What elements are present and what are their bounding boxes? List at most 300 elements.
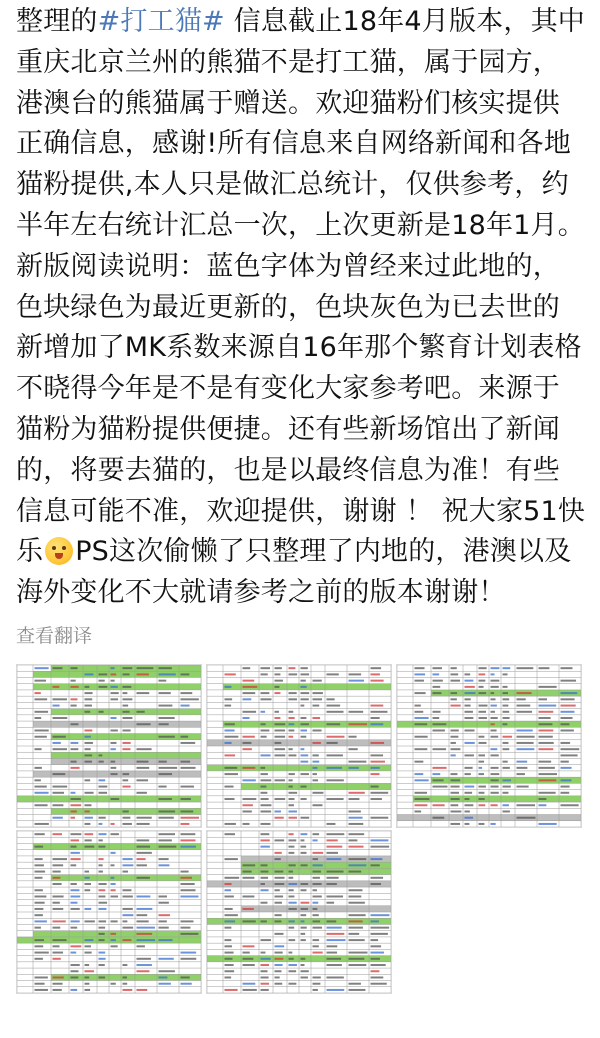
table-cell-text — [451, 742, 456, 744]
table-cell-text — [123, 711, 130, 713]
table-cell-text — [371, 773, 380, 775]
post-text-line: 猫粉为猫粉提供便捷。还有些新场馆出了新闻 — [16, 413, 560, 445]
table-cell-text — [313, 717, 321, 719]
table-cell-text — [261, 736, 267, 738]
table-image-graphic — [397, 665, 581, 827]
table-cell-text — [327, 945, 338, 947]
table-cell-text — [349, 914, 366, 916]
table-cell-text — [275, 817, 284, 819]
table-cell-text — [225, 786, 234, 788]
table-cell-text — [301, 927, 307, 929]
table-image-thumbnail[interactable] — [206, 664, 392, 828]
table-cell-text — [35, 895, 47, 897]
table-cell-text — [371, 723, 384, 725]
table-cell-text — [85, 983, 90, 985]
table-cell-text — [313, 902, 319, 904]
table-cell-text — [261, 823, 271, 825]
table-cell-text — [327, 895, 344, 897]
table-cell-text — [433, 723, 447, 725]
table-cell-text — [53, 908, 64, 910]
table-cell-text — [349, 792, 365, 794]
table-cell-text — [111, 680, 115, 682]
table-cell-text — [225, 705, 232, 707]
table-cell-text — [111, 698, 119, 700]
table-cell-text — [349, 858, 367, 860]
post-text-line: 新增加了MK系数来源自16年那个繁育计划表格 — [16, 332, 582, 364]
table-cell-text — [159, 927, 169, 929]
table-cell-text — [465, 767, 473, 769]
table-cell-text — [465, 673, 471, 675]
table-cell-text — [261, 883, 265, 885]
table-cell-text — [517, 736, 535, 738]
table-cell-text — [123, 914, 134, 916]
table-cell-text — [123, 692, 128, 694]
table-cell-text — [99, 680, 105, 682]
table-cell-text — [123, 698, 133, 700]
table-cell-text — [313, 779, 319, 781]
table-cell-text — [313, 729, 322, 731]
table-cell-text — [289, 804, 294, 806]
table-cell-text — [53, 858, 68, 860]
table-cell-text — [275, 779, 285, 781]
table-cell-text — [35, 920, 47, 922]
table-cell-text — [137, 989, 148, 991]
table-cell-text — [301, 902, 310, 904]
table-image-thumbnail[interactable] — [16, 830, 202, 994]
table-cell-text — [349, 846, 364, 848]
table-cell-text — [451, 804, 459, 806]
table-cell-text — [85, 839, 92, 841]
table-cell-text — [349, 767, 359, 769]
table-cell-text — [371, 761, 385, 763]
table-cell-text — [35, 958, 43, 960]
table-cell-text — [327, 902, 335, 904]
table-cell-text — [181, 895, 199, 897]
table-cell-text — [289, 667, 296, 669]
table-cell-text — [137, 970, 150, 972]
table-cell-text — [243, 767, 256, 769]
table-cell-text — [53, 902, 60, 904]
post-text-fragment: PS这次偷懒了只整理了内地的，港澳以及 — [75, 536, 572, 568]
table-cell-text — [301, 914, 307, 916]
table-cell-text — [123, 964, 128, 966]
table-cell-text — [517, 729, 533, 731]
table-cell-text — [491, 705, 497, 707]
table-cell-text — [137, 864, 147, 866]
table-cell-text — [517, 692, 532, 694]
table-cell-text — [137, 895, 151, 897]
table-cell-text — [327, 846, 343, 848]
table-cell-text — [159, 786, 167, 788]
table-cell-text — [261, 698, 272, 700]
table-cell-text — [137, 920, 149, 922]
table-cell-text — [313, 952, 323, 954]
table-cell-text — [35, 711, 49, 713]
table-cell-text — [433, 817, 445, 819]
table-cell-text — [539, 686, 557, 688]
table-cell-text — [349, 810, 361, 812]
table-cell-text — [327, 939, 346, 941]
table-cell-text — [327, 767, 342, 769]
table-cell-text — [275, 902, 282, 904]
table-cell-text — [371, 952, 384, 954]
table-cell-text — [313, 833, 320, 835]
table-cell-text — [349, 723, 367, 725]
table-cell-text — [181, 839, 196, 841]
table-cell-text — [327, 933, 345, 935]
table-cell-text — [451, 673, 459, 675]
table-cell-text — [123, 939, 132, 941]
table-cell-text — [491, 692, 495, 694]
table-cell-text — [313, 945, 319, 947]
table-cell-text — [517, 804, 536, 806]
table-cell-text — [289, 717, 295, 719]
table-cell-text — [349, 761, 367, 763]
table-cell-text — [85, 883, 92, 885]
table-cell-text — [53, 952, 64, 954]
table-cell-text — [225, 729, 235, 731]
table-cell-text — [71, 976, 79, 978]
scream-face-emoji-icon — [45, 537, 73, 565]
table-cell-text — [275, 742, 282, 744]
table-cell-text — [289, 748, 293, 750]
post-text-line: 色块绿色为最近更新的，色块灰色为已去世的 — [16, 291, 560, 323]
table-cell-text — [85, 792, 94, 794]
table-cell-text — [53, 773, 66, 775]
table-cell-text — [465, 729, 475, 731]
table-cell-text — [301, 920, 305, 922]
table-cell-text — [275, 958, 284, 960]
table-cell-text — [111, 933, 117, 935]
table-cell-text — [99, 964, 105, 966]
table-cell-text — [123, 729, 131, 731]
table-cell-text — [503, 717, 510, 719]
table-cell-text — [415, 798, 430, 800]
table-cell-text — [35, 717, 42, 719]
table-cell-text — [275, 952, 283, 954]
table-cell-text — [71, 686, 79, 688]
table-cell-text — [99, 889, 106, 891]
table-cell-text — [561, 779, 572, 781]
table-cell-text — [539, 792, 556, 794]
table-cell-text — [275, 889, 280, 891]
table-cell-text — [123, 705, 129, 707]
table-cell-text — [289, 692, 297, 694]
table-cell-text — [301, 705, 305, 707]
table-cell-text — [327, 976, 344, 978]
table-cell-text — [137, 964, 152, 966]
post-text-line: 港澳台的熊猫属于赠送。欢迎猫粉们核实提供 — [16, 87, 560, 119]
table-cell-text — [465, 786, 475, 788]
table-cell-text — [349, 839, 358, 841]
table-cell-text — [111, 667, 115, 669]
table-cell-text — [71, 920, 80, 922]
table-cell-text — [275, 970, 282, 972]
table-cell-text — [123, 823, 132, 825]
table-cell-text — [159, 858, 169, 860]
table-cell-text — [491, 711, 495, 713]
table-cell-text — [479, 792, 485, 794]
table-cell-text — [313, 858, 319, 860]
table-cell-text — [349, 989, 366, 991]
table-cell-text — [371, 939, 379, 941]
table-cell-text — [327, 852, 338, 854]
table-cell-text — [261, 846, 270, 848]
table-cell-text — [451, 773, 458, 775]
table-cell-text — [159, 846, 177, 848]
table-cell-text — [465, 798, 470, 800]
table-cell-text — [71, 952, 77, 954]
table-cell-text — [371, 877, 384, 879]
table-cell-text — [99, 858, 104, 860]
table-cell-text — [327, 958, 342, 960]
table-cell-text — [123, 976, 127, 978]
table-cell-text — [225, 823, 236, 825]
table-cell-text — [111, 852, 116, 854]
table-cell-text — [53, 864, 64, 866]
table-cell-text — [451, 798, 460, 800]
table-cell-text — [539, 723, 553, 725]
table-cell-text — [261, 810, 272, 812]
table-cell-text — [313, 792, 324, 794]
table-cell-text — [111, 748, 116, 750]
table-cell-text — [451, 786, 460, 788]
table-cell-text — [451, 748, 461, 750]
table-cell-text — [327, 754, 343, 756]
table-cell-text — [261, 773, 268, 775]
table-cell-text — [349, 711, 364, 713]
table-cell-text — [301, 817, 310, 819]
table-cell-text — [243, 920, 256, 922]
table-image-thumbnail[interactable] — [206, 830, 392, 994]
table-cell-text — [313, 914, 319, 916]
table-cell-text — [243, 698, 252, 700]
table-row-highlight — [51, 734, 201, 740]
table-cell-text — [327, 723, 341, 725]
table-cell-text — [99, 817, 106, 819]
table-cell-text — [433, 711, 441, 713]
table-cell-text — [275, 680, 283, 682]
table-cell-text — [371, 914, 390, 916]
table-cell-text — [327, 877, 339, 879]
table-cell-text — [433, 773, 441, 775]
table-cell-text — [301, 976, 308, 978]
hashtag-link[interactable]: #打工猫# — [97, 6, 225, 37]
table-cell-text — [349, 871, 362, 873]
table-cell-text — [53, 705, 60, 707]
table-cell-text — [35, 989, 48, 991]
table-cell-text — [85, 748, 91, 750]
table-cell-text — [243, 871, 252, 873]
table-cell-text — [275, 871, 284, 873]
table-cell-text — [301, 958, 306, 960]
translate-link[interactable]: 查看翻译 — [16, 625, 93, 647]
table-cell-text — [313, 761, 320, 763]
table-cell-text — [53, 871, 61, 873]
table-cell-text — [327, 673, 339, 675]
table-cell-text — [261, 989, 269, 991]
table-cell-text — [371, 705, 384, 707]
table-cell-text — [491, 723, 495, 725]
table-cell-text — [53, 804, 64, 806]
table-cell-text — [111, 864, 115, 866]
table-cell-text — [53, 786, 68, 788]
table-cell-text — [561, 698, 575, 700]
table-cell-text — [261, 964, 270, 966]
table-cell-text — [415, 779, 429, 781]
table-cell-text — [159, 723, 169, 725]
table-cell-text — [313, 871, 321, 873]
table-cell-text — [85, 711, 91, 713]
table-cell-text — [243, 908, 254, 910]
table-cell-text — [275, 686, 280, 688]
table-cell-text — [71, 989, 78, 991]
table-cell-text — [99, 895, 106, 897]
table-cell-text — [159, 761, 167, 763]
table-cell-text — [85, 871, 90, 873]
table-cell-text — [301, 889, 307, 891]
table-cell-text — [327, 705, 341, 707]
table-image-thumbnail[interactable] — [396, 664, 582, 828]
table-cell-text — [539, 667, 550, 669]
table-cell-text — [85, 964, 90, 966]
table-cell-text — [111, 895, 119, 897]
table-cell-text — [71, 767, 80, 769]
table-cell-text — [181, 889, 196, 891]
table-cell-text — [349, 895, 362, 897]
table-cell-text — [71, 970, 79, 972]
table-cell-text — [301, 680, 306, 682]
table-cell-text — [415, 680, 424, 682]
table-cell-text — [479, 673, 486, 675]
table-cell-text — [561, 680, 577, 682]
table-cell-text — [491, 823, 496, 825]
table-cell-text — [137, 817, 152, 819]
table-cell-text — [539, 804, 547, 806]
table-cell-text — [275, 852, 282, 854]
table-cell-text — [451, 692, 458, 694]
table-cell-text — [479, 711, 486, 713]
table-cell-text — [181, 883, 195, 885]
table-cell-text — [261, 798, 269, 800]
table-cell-text — [225, 914, 238, 916]
table-cell-text — [243, 686, 258, 688]
table-cell-text — [159, 705, 173, 707]
table-cell-text — [99, 761, 104, 763]
table-cell-text — [327, 883, 337, 885]
table-cell-text — [181, 736, 189, 738]
table-cell-text — [479, 717, 487, 719]
table-cell-text — [313, 698, 323, 700]
table-cell-text — [225, 673, 236, 675]
table-cell-text — [159, 673, 176, 675]
table-cell-text — [181, 877, 192, 879]
table-cell-text — [35, 823, 49, 825]
table-cell-text — [181, 767, 196, 769]
table-cell-text — [313, 883, 322, 885]
table-cell-text — [159, 920, 167, 922]
table-cell-text — [301, 798, 307, 800]
table-cell-text — [35, 983, 45, 985]
table-cell-text — [123, 908, 133, 910]
table-cell-text — [289, 939, 296, 941]
table-cell-text — [225, 742, 232, 744]
table-cell-text — [503, 711, 510, 713]
table-cell-text — [301, 839, 305, 841]
table-cell-text — [225, 964, 234, 966]
table-cell-text — [371, 767, 380, 769]
table-cell-text — [123, 748, 131, 750]
table-cell-text — [85, 817, 93, 819]
table-cell-text — [371, 970, 380, 972]
table-cell-text — [181, 786, 194, 788]
table-cell-text — [71, 798, 81, 800]
table-cell-text — [289, 773, 295, 775]
table-cell-text — [491, 673, 495, 675]
table-cell-text — [159, 833, 176, 835]
table-cell-text — [71, 846, 77, 848]
table-cell-text — [123, 871, 129, 873]
table-cell-text — [479, 686, 484, 688]
table-cell-text — [71, 883, 77, 885]
table-cell-text — [123, 983, 128, 985]
table-cell-text — [451, 729, 459, 731]
table-cell-text — [85, 761, 92, 763]
table-cell-text — [243, 736, 255, 738]
table-cell-text — [313, 927, 323, 929]
table-cell-text — [561, 705, 576, 707]
table-cell-text — [243, 983, 256, 985]
table-cell-text — [371, 927, 390, 929]
table-cell-text — [53, 742, 61, 744]
table-cell-text — [371, 920, 379, 922]
table-cell-text — [71, 852, 80, 854]
table-cell-text — [327, 823, 336, 825]
table-cell-text — [261, 723, 266, 725]
table-image-thumbnail[interactable] — [16, 664, 202, 828]
table-cell-text — [111, 761, 116, 763]
table-cell-text — [35, 736, 47, 738]
table-cell-text — [479, 680, 486, 682]
table-cell-text — [301, 883, 309, 885]
table-cell-text — [275, 983, 283, 985]
table-cell-text — [53, 748, 68, 750]
table-cell-text — [491, 686, 499, 688]
table-cell-text — [465, 817, 474, 819]
table-cell-text — [53, 989, 62, 991]
table-cell-text — [111, 877, 115, 879]
table-cell-text — [99, 864, 103, 866]
table-cell-text — [503, 779, 512, 781]
table-cell-text — [415, 761, 424, 763]
table-cell-text — [243, 804, 253, 806]
table-cell-text — [99, 779, 106, 781]
table-cell-text — [327, 742, 338, 744]
table-cell-text — [123, 810, 129, 812]
table-cell-text — [261, 920, 267, 922]
table-cell-text — [85, 846, 95, 848]
table-cell-text — [433, 692, 442, 694]
table-cell-text — [137, 933, 153, 935]
table-cell-text — [261, 792, 268, 794]
table-cell-text — [225, 767, 238, 769]
table-image-graphic — [207, 831, 391, 993]
table-cell-text — [85, 976, 90, 978]
table-cell-text — [327, 833, 345, 835]
table-cell-text — [301, 761, 309, 763]
table-cell-text — [99, 976, 106, 978]
table-cell-text — [371, 846, 390, 848]
